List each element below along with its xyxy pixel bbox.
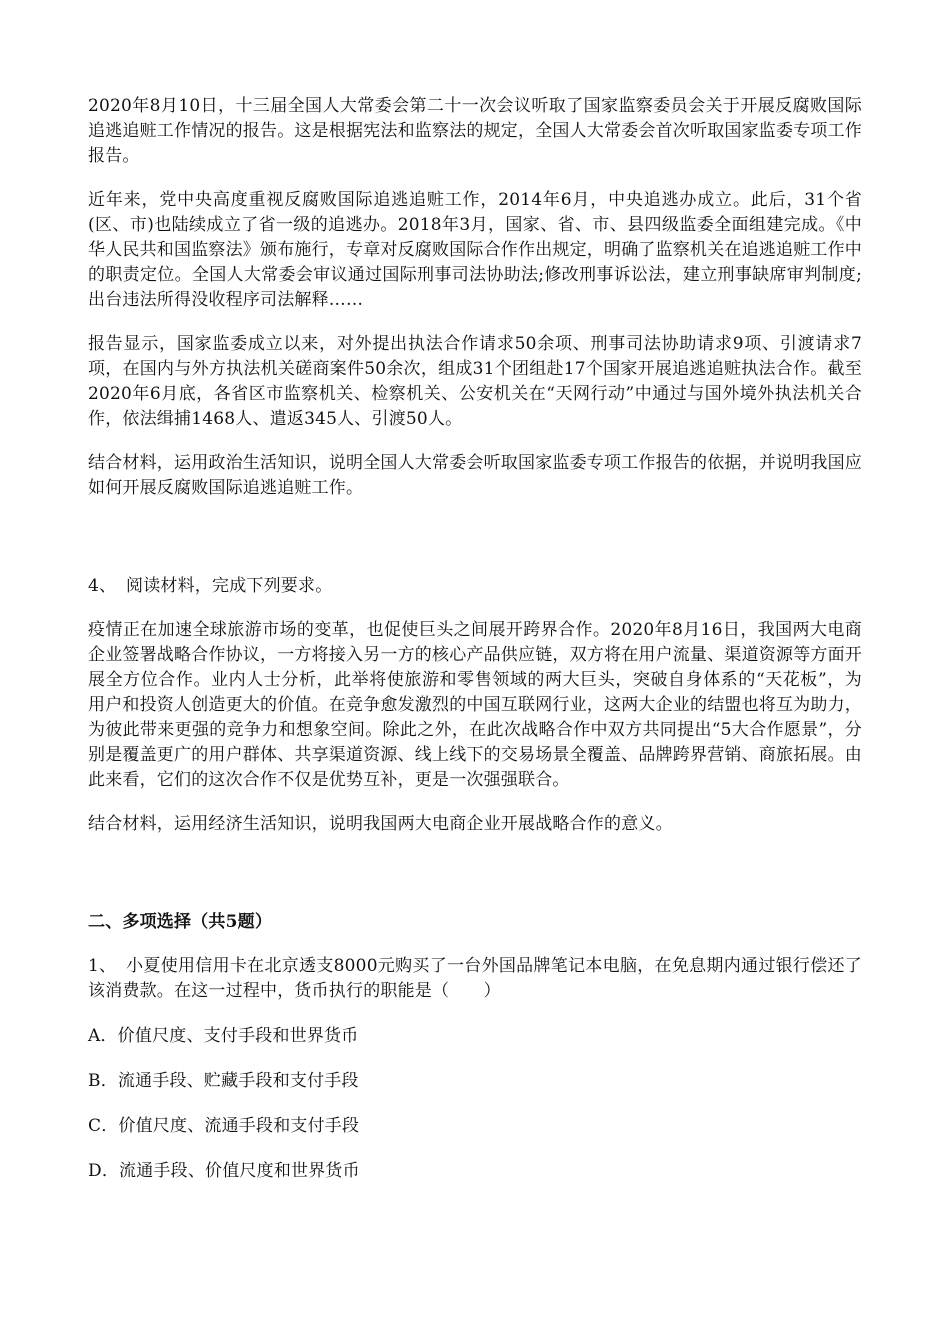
material-paragraph-2: 近年来，党中央高度重视反腐败国际追逃追赃工作，2014年6月，中央追逃办成立。此后，31个省(区、市)也陆续成立了省一级的追逃办。2018年3月，国家、省、市、县四级监委全面组建完成。《中华人民共和国监察法》颁布施行，专章对反腐败国际合作作出规定，明确了监察机关在追逃追赃工作中的职责定位。全国人大常委会审议通过国际刑事司法协助法;修改刑事诉讼法，建立刑事缺席审判制度;出台违法所得没收程序司法解释…… [88, 190, 862, 310]
question-4-task: 结合材料，运用经济生活知识，说明我国两大电商企业开展战略合作的意义。 [88, 814, 673, 834]
question-4-prompt: 阅读材料，完成下列要求。 [126, 576, 333, 596]
question-task-3: 结合材料，运用政治生活知识，说明全国人大常委会听取国家监委专项工作报告的依据，并说明我国应如何开展反腐败国际追逃追赃工作。 [88, 453, 862, 498]
option-d[interactable]: D．流通手段、价值尺度和世界货币 [88, 1161, 360, 1181]
option-b[interactable]: B．流通手段、贮藏手段和支付手段 [88, 1071, 359, 1091]
mc-question-1 [88, 954, 862, 1004]
material-paragraph-3: 报告显示，国家监委成立以来，对外提出执法合作请求50余项、刑事司法协助请求9项、引渡请求7项，在国内与外方执法机关磋商案件50余次，组成31个团组赴17个国家开展追逃追赃执法合作。截至2020年6月底，各省区市监察机关、检察机关、公安机关在“天网行动”中通过与国外境外执法机关合作，依法缉捕1468人、遣返345人、引渡50人。 [88, 334, 862, 429]
material-paragraph-1: 2020年8月10日，十三届全国人大常委会第二十一次会议听取了国家监察委员会关于开展反腐败国际追逃追赃工作情况的报告。这是根据宪法和监察法的规定，全国人大常委会首次听取国家监委专项工作报告。 [88, 96, 862, 166]
mc-question-1-number: 1、 [88, 956, 117, 976]
option-a[interactable]: A．价值尺度、支付手段和世界货币 [88, 1026, 359, 1046]
document-page [88, 94, 862, 1184]
option-c[interactable]: C．价值尺度、流通手段和支付手段 [88, 1116, 360, 1136]
section-heading: 二、多项选择（共5题） [88, 912, 273, 932]
question-4-material: 疫情正在加速全球旅游市场的变革，也促使巨头之间展开跨界合作。2020年8月16日，我国两大电商企业签署战略合作协议，一方将接入另一方的核心产品供应链，双方将在用户流量、渠道资源等方面开展全方位合作。业内人士分析，此举将使旅游和零售领域的两大巨头，突破自身体系的“天花板”，为用户和投资人创造更大的价值。在竞争愈发激烈的中国互联网行业，这两大企业的结盟也将互为助力，为彼此带来更强的竞争力和想象空间。除此之外，在此次战略合作中双方共同提出“5大合作愿景”，分别是覆盖更广的用户群体、共享渠道资源、线上线下的交易场景全覆盖、品牌跨界营销、商旅拓展。由此来看，它们的这次合作不仅是优势互补，更是一次强强联合。 [88, 620, 862, 790]
question-4-number: 4、 [88, 576, 117, 596]
question-4-title [88, 574, 862, 599]
mc-question-1-stem: 小夏使用信用卡在北京透支8000元购买了一台外国品牌笔记本电脑，在免息期内通过银行偿还了该消费款。在这一过程中，货币执行的职能是（ ） [88, 956, 862, 1001]
